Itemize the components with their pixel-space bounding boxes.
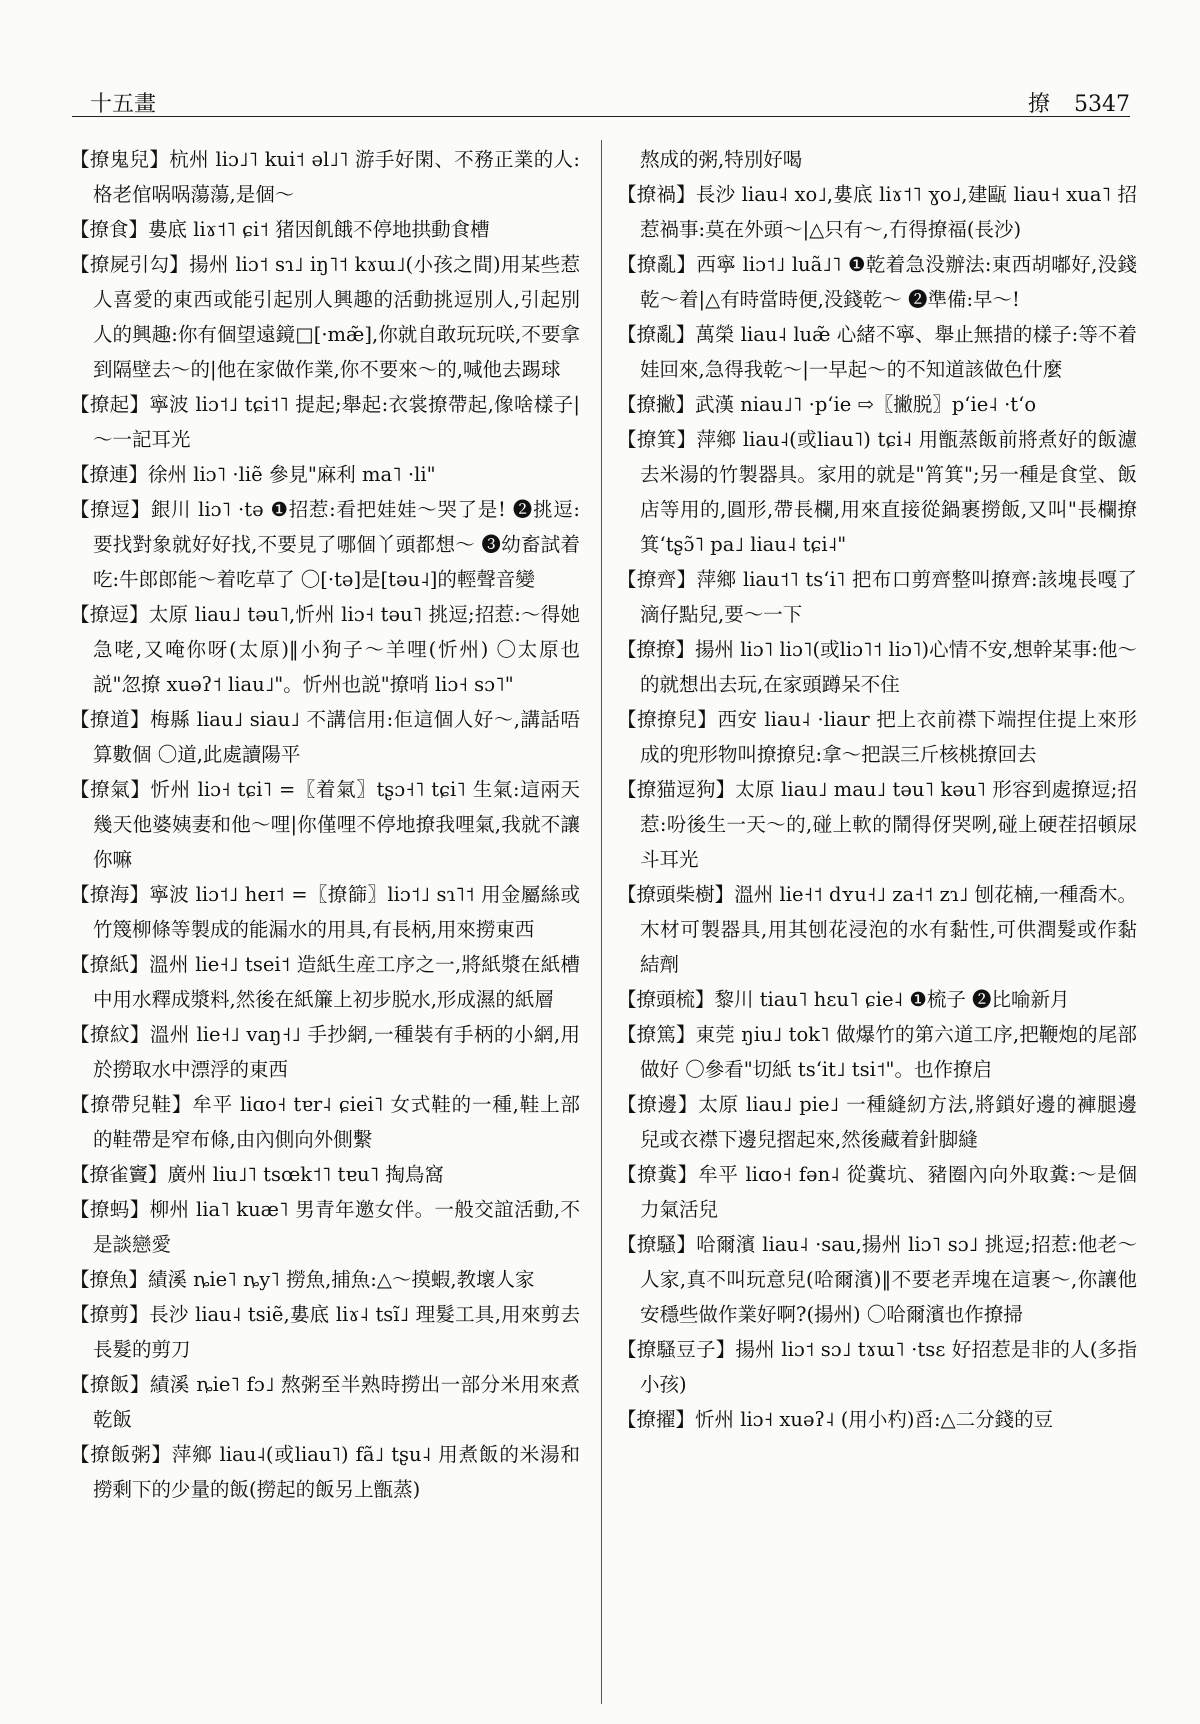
entry-definition: 萍鄉 liau˨(或liau˥) fã˩ tʂu˨ 用煮飯的米湯和撈剩下的少量的飯(撈起的飯另上甑蒸) — [93, 1443, 580, 1501]
entry-definition: 萍鄉 liau˨(或liau˥) tɕi˨ 用甑蒸飯前將煮好的飯濾去米湯的竹製器具。家用的就是"筲箕";另一種是食堂、飯店等用的,圓形,帶長欄,用來直接從鍋裹撈飯,又叫"長欄撩箕ʻtʂɔ̃˥ pa˩ liau˨ tɕi˨" — [640, 428, 1137, 556]
entry-definition: 銀川 liɔ˥ ·tə ❶招惹:看把娃娃～哭了是! ❷挑逗:要找對象就好好找,不要見了哪個丫頭都想～ ❸幼畜試着吃:牛郎郎能～着吃草了 〇[·tə]是[təu˨]的輕聲音變 — [93, 498, 580, 591]
page-header — [90, 78, 1130, 118]
entry-definition: 太原 liau˩ mau˩ təu˥ kəu˥ 形容到處撩逗;招惹:吩後生一天～的,碰上軟的鬧得伢哭咧,碰上硬茬招頓尿斗耳光 — [640, 778, 1137, 871]
entry-headword: 【撩飯】 — [70, 1373, 150, 1396]
dictionary-entry — [70, 772, 580, 877]
right-column — [617, 142, 1137, 1437]
page-number: 5347 — [1074, 92, 1130, 117]
dictionary-entry — [617, 247, 1137, 317]
entry-definition: 梅縣 liau˩ siau˩ 不講信用:佢這個人好～,講話唔算數個 〇道,此處讀陽平 — [93, 708, 580, 766]
dictionary-entry — [70, 877, 580, 947]
entry-headword: 【撩海】 — [70, 883, 150, 906]
entry-headword: 【撩糞】 — [617, 1163, 699, 1186]
entry-definition: 杭州 liɔ˩˥ kui˦ əl˩˥ 游手好閑、不務正業的人:格老倌㖞㖞蕩蕩,是個～ — [93, 148, 580, 206]
entry-headword: 【撩屍引勾】 — [70, 253, 190, 276]
entry-headword: 【撩亂】 — [617, 253, 697, 276]
dictionary-entry — [70, 247, 580, 387]
entry-definition: 熬成的粥,特別好喝 — [640, 148, 803, 171]
entry-definition: 武漢 niau˩˥ ·pʻie ⇨〖撇脱〗pʻie˨ ·tʻo — [695, 393, 1037, 416]
entry-definition: 績溪 ȵie˥ fɔ˩ 熬粥至半熟時撈出一部分米用來煮乾飯 — [93, 1373, 580, 1431]
page-info — [1028, 87, 1130, 118]
dictionary-entry — [70, 1017, 580, 1087]
entry-headword: 【撩擢】 — [617, 1408, 696, 1431]
entry-headword: 【撩魚】 — [70, 1268, 149, 1291]
entry-headword: 【撩猫逗狗】 — [617, 778, 736, 801]
dictionary-entry — [617, 702, 1137, 772]
dictionary-entry — [70, 1262, 580, 1297]
dictionary-entry — [617, 387, 1137, 422]
entry-headword: 【撩紋】 — [70, 1023, 150, 1046]
entry-headword: 【撩頭柴樹】 — [617, 883, 735, 906]
entry-headword: 【撩紙】 — [70, 953, 150, 976]
entry-definition: 牟平 liɑo˧ fən˨ 從糞坑、豬圈內向外取糞:～是個力氣活兒 — [640, 1163, 1137, 1221]
dictionary-entry — [617, 1017, 1137, 1087]
dictionary-entry — [70, 1297, 580, 1367]
section-title: 十五畫 — [90, 92, 157, 117]
entry-definition: 忻州 liɔ˧ tɕi˥ =〖着氣〗tʂɔ˧˥ tɕi˥ 生氣:這兩天幾天他婆姨妻和他～哩|你僅哩不停地撩我哩氣,我就不讓你嘛 — [93, 778, 580, 871]
entry-definition: 柳州 lia˥ kuæ˥ 男青年邀女伴。一般交誼活動,不是談戀愛 — [93, 1198, 580, 1256]
entry-headword: 【撩剪】 — [70, 1303, 150, 1326]
entry-definition: 萍鄉 liau˦˥ tsʻi˥ 把布口剪齊整叫撩齊:該塊長嘎了滴仔點兒,要～一下 — [640, 568, 1137, 626]
dictionary-entry — [70, 947, 580, 1017]
dictionary-entry — [70, 492, 580, 597]
entry-definition: 太原 liau˩ təu˥,忻州 liɔ˧ təu˥ 挑逗;招惹:～得她急咾,又唵你呀(太原)‖小狗子～羊哩(忻州) 〇太原也説"忽撩 xuəʔ˦ liau˩"。忻州也説"撩哨 liɔ˧ sɔ˥" — [93, 603, 580, 696]
entry-definition: 揚州 liɔ˦ sɔ˩ tɤɯ˥ ·tsɛ 好招惹是非的人(多指小孩) — [640, 1338, 1137, 1396]
entry-definition: 婁底 liɤ˦˥ ɕi˦ 猪因飢餓不停地拱動食槽 — [148, 218, 490, 241]
entry-headword: 【撩食】 — [70, 218, 149, 241]
dictionary-entry — [617, 177, 1137, 247]
entry-headword: 【撩亂】 — [617, 323, 696, 346]
dictionary-entry — [617, 1332, 1137, 1402]
entry-headword: 【撩篤】 — [617, 1023, 696, 1046]
entry-definition: 太原 liau˩ pie˩ 一種縫紉方法,將鎖好邊的褲腿邊兒或衣襟下邊兒摺起來,然後藏着針脚縫 — [640, 1093, 1137, 1151]
dictionary-entry — [617, 142, 1137, 177]
dictionary-entry — [617, 562, 1137, 632]
entry-headword: 【撩道】 — [70, 708, 151, 731]
dictionary-entry — [617, 1227, 1137, 1332]
entry-definition: 徐州 liɔ˥ ·liẽ 參見"麻利 ma˥ ·li" — [148, 463, 436, 486]
entry-definition: 揚州 liɔ˦ sɿ˩ iŋ˥˦ kɤɯ˩(小孩之間)用某些惹人喜愛的東西或能引起別人興趣的活動挑逗別人,引起別人的興趣:你有個望遠鏡□[·mæ̃],你就自敢玩玩咲,不要拿到隔壁去～的|他在家做作業,你不要來～的,喊他去踢球 — [93, 253, 580, 381]
entry-definition: 牟平 liɑo˧ tɐr˨ ɕiei˥ 女式鞋的一種,鞋上部的鞋帶是窄布條,由內側向外側繫 — [93, 1093, 580, 1151]
dictionary-entry — [70, 597, 580, 702]
column-divider — [601, 140, 602, 1704]
entry-definition: 哈爾濱 liau˨ ·sau,揚州 liɔ˥ sɔ˩ 挑逗;招惹:他老～人家,真不叫玩意兒(哈爾濱)‖不要老弄塊在這裹～,你讓他安穩些做作業好啊?(揚州) 〇哈爾濱也作撩掃 — [640, 1233, 1137, 1326]
dictionary-entry — [617, 982, 1137, 1017]
entry-definition: 忻州 liɔ˧ xuəʔ˨ (用小杓)舀:△二分錢的豆 — [695, 1408, 1054, 1431]
entry-headword: 【撩騷豆子】 — [617, 1338, 736, 1361]
entry-definition: 長沙 liau˨ tsiẽ,婁底 liɤ˨ tsĩ˩ 理髮工具,用來剪去長髮的剪刀 — [93, 1303, 580, 1361]
dictionary-entry — [617, 632, 1137, 702]
entry-definition: 西寧 liɔ˦˩ luã˩˥ ❶乾着急没辦法:東西胡嘟好,没錢乾～着|△有時當時便,没錢乾～ ❷準備:早～! — [640, 253, 1137, 311]
entry-headword: 【撩鬼兒】 — [70, 148, 170, 171]
entry-headword: 【撩齊】 — [617, 568, 697, 591]
entry-headword: 【撩逗】 — [70, 498, 151, 521]
entry-headword: 【撩起】 — [70, 393, 150, 416]
dictionary-entry — [617, 772, 1137, 877]
dictionary-entry — [70, 142, 580, 212]
running-head-char: 撩 — [1027, 92, 1050, 117]
dictionary-entry — [70, 457, 580, 492]
entry-headword: 【撩逗】 — [70, 603, 149, 626]
dictionary-entry — [70, 1367, 580, 1437]
dictionary-entry — [617, 1157, 1137, 1227]
entry-headword: 【撩撩】 — [617, 638, 696, 661]
dictionary-entry — [70, 212, 580, 247]
entry-headword: 【撩邊】 — [617, 1093, 699, 1116]
entry-headword: 【撩雀竇】 — [70, 1163, 168, 1186]
dictionary-entry — [617, 1402, 1137, 1437]
dictionary-entry — [617, 1087, 1137, 1157]
entry-definition: 萬榮 liau˨ luæ̃ 心緒不寧、舉止無措的樣子:等不着娃回來,急得我乾～|一早起～的不知道該做色什麼 — [640, 323, 1137, 381]
entry-definition: 溫州 lie˧˩ tsei˦ 造紙生産工序之一,將紙漿在紙槽中用水釋成漿料,然後在紙簾上初步脱水,形成濕的紙層 — [93, 953, 580, 1011]
left-column — [70, 142, 580, 1507]
entry-headword: 【撩蚂】 — [70, 1198, 150, 1221]
dictionary-entry — [70, 1157, 580, 1192]
dictionary-entry — [70, 1192, 580, 1262]
entry-definition: 寧波 liɔ˦˩ heɪ˦ =〖撩篩〗liɔ˦˩ sɿ˥˦ 用金屬絲或竹篾柳條等製成的能漏水的用具,有長柄,用來撈東西 — [93, 883, 580, 941]
entry-headword: 【撩撇】 — [617, 393, 696, 416]
entry-headword: 【撩撩兒】 — [617, 708, 718, 731]
entry-definition: 長沙 liau˨ xo˩,婁底 liɤ˦˥ ɣo˩,建甌 liau˧ xua˥ 招惹禍事:莫在外頭～|△只有～,冇得撩福(長沙) — [640, 183, 1137, 241]
header-rule — [72, 116, 1130, 117]
entry-headword: 【撩氣】 — [70, 778, 151, 801]
entry-definition: 揚州 liɔ˥ liɔ˥(或liɔ˥˦ liɔ˥)心情不安,想幹某事:他～的就想出去玩,在家頭蹲呆不住 — [640, 638, 1137, 696]
dictionary-entry — [617, 877, 1137, 982]
entry-definition: 東莞 ŋiu˩ tok˥ 做爆竹的第六道工序,把鞭炮的尾部做好 〇參看"切紙 tsʻit˩ tsi˦"。也作撩启 — [640, 1023, 1137, 1081]
entry-definition: 溫州 lie˧˦ dʏu˧˩ za˧˦ zɿ˩ 刨花楠,一種喬木。木材可製器具,用其刨花浸泡的水有黏性,可供潤髮或作黏結劑 — [640, 883, 1137, 976]
entry-headword: 【撩帶兒鞋】 — [70, 1093, 193, 1116]
entry-definition: 廣州 liu˩˥ tsœk˦˥ tɐu˥ 掏鳥窩 — [167, 1163, 444, 1186]
entry-headword: 【撩箕】 — [617, 428, 697, 451]
entry-headword: 【撩連】 — [70, 463, 149, 486]
entry-headword: 【撩頭梳】 — [617, 988, 715, 1011]
dictionary-entry — [617, 317, 1137, 387]
entry-definition: 寧波 liɔ˦˩ tɕi˦˥ 提起;舉起:衣裳撩帶起,像啥樣子|～一記耳光 — [93, 393, 580, 451]
entry-definition: 黎川 tiau˥ hɛu˥ ɕie˨ ❶梳子 ❷比喻新月 — [714, 988, 1070, 1011]
dictionary-entry — [617, 422, 1137, 562]
dictionary-entry — [70, 387, 580, 457]
entry-headword: 【撩飯粥】 — [70, 1443, 172, 1466]
dictionary-entry — [70, 1087, 580, 1157]
entry-headword: 【撩禍】 — [617, 183, 696, 206]
entry-headword: 【撩騷】 — [617, 1233, 697, 1256]
entry-definition: 西安 liau˨ ·liaur 把上衣前襟下端捏住提上來形成的兜形物叫撩撩兒:拿～把誤三斤核桃撩回去 — [640, 708, 1137, 766]
entry-definition: 溫州 lie˧˩ vaŋ˧˩ 手抄網,一種裝有手柄的小網,用於撈取水中漂浮的東西 — [93, 1023, 580, 1081]
entry-definition: 績溪 ȵie˥ ȵy˥ 撈魚,捕魚:△～摸蝦,教壞人家 — [148, 1268, 535, 1291]
dictionary-entry — [70, 1437, 580, 1507]
dictionary-entry — [70, 702, 580, 772]
